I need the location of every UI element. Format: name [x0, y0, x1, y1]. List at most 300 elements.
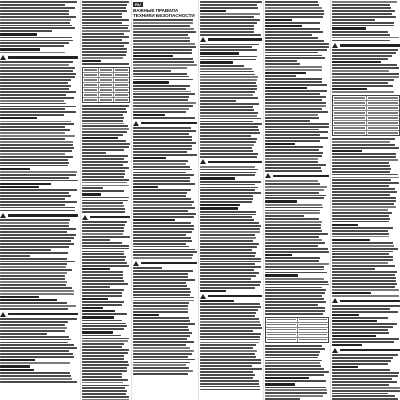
- text-line: [0, 150, 72, 152]
- text-line: [82, 143, 130, 145]
- text-line: [265, 161, 318, 163]
- text-line: [0, 296, 39, 298]
- text-line: [200, 195, 253, 197]
- text-line: [82, 1, 129, 3]
- text-line: [332, 393, 388, 395]
- warning-icon-row: [0, 312, 78, 317]
- text-line: [265, 298, 324, 300]
- text-line: [332, 369, 390, 371]
- table-cell: [333, 131, 367, 135]
- text-line: [265, 140, 320, 142]
- text-line: [133, 117, 195, 119]
- text-line: [200, 118, 261, 120]
- text-line: [265, 368, 324, 370]
- text-line: [332, 70, 389, 72]
- text-line: [0, 22, 70, 24]
- text-line: [0, 82, 68, 84]
- text-line: [133, 251, 197, 253]
- table-cell: [333, 111, 367, 115]
- text-line: [0, 369, 34, 371]
- text-line: [200, 263, 255, 265]
- text-line: [200, 147, 252, 149]
- text-line: [332, 280, 396, 282]
- text-line: [0, 33, 37, 35]
- text-line: [332, 262, 388, 264]
- text-line: [133, 308, 188, 310]
- text-line: [133, 19, 193, 21]
- text-line: [133, 243, 186, 245]
- text-line: [265, 49, 327, 51]
- text-line: [133, 136, 192, 138]
- text-line: [82, 248, 129, 250]
- text-line: [332, 357, 393, 359]
- text-line: [332, 390, 400, 392]
- text-line: [265, 22, 320, 24]
- warning-icon-row: [133, 261, 197, 266]
- text-line: [82, 352, 128, 354]
- text-line: [332, 61, 381, 63]
- text-line: [0, 123, 74, 125]
- text-line: [265, 200, 297, 202]
- text-line: [82, 22, 122, 24]
- text-line: [200, 306, 261, 308]
- text-line: [332, 13, 392, 15]
- text-line: [332, 314, 359, 316]
- text-line: [332, 31, 388, 33]
- text-line: [82, 268, 110, 270]
- table-cell: [298, 333, 329, 337]
- table-cell: [114, 78, 129, 82]
- text-line: [332, 88, 367, 90]
- text-line: [200, 380, 259, 382]
- text-line: [0, 365, 30, 367]
- text-line: [265, 186, 327, 188]
- text-line: [0, 284, 66, 286]
- text-line: [0, 263, 67, 265]
- column-right: [332, 0, 400, 400]
- text-line: [265, 210, 320, 212]
- text-line: [133, 356, 188, 358]
- text-line: [200, 169, 258, 171]
- text-line: [133, 157, 166, 159]
- text-line: [332, 156, 396, 158]
- table-cell: [298, 338, 329, 342]
- text-line: [265, 31, 323, 33]
- text-line: [200, 59, 256, 61]
- text-line: [0, 174, 76, 176]
- text-line: [200, 56, 257, 58]
- text-line: [332, 381, 397, 383]
- text-line: [200, 91, 255, 93]
- text-line: [200, 22, 257, 24]
- text-line: [0, 13, 69, 15]
- text-line: [332, 387, 400, 389]
- text-line: [200, 156, 257, 158]
- text-line: [133, 285, 187, 287]
- text-line: [332, 221, 389, 223]
- warning-icon-row: [332, 348, 400, 353]
- text-line: [133, 102, 196, 104]
- text-line: [200, 333, 261, 335]
- text-line: [208, 161, 262, 163]
- text-line: [82, 155, 128, 157]
- text-line: [332, 274, 395, 276]
- warning-icon-row: [332, 43, 400, 48]
- text-line: [0, 159, 68, 161]
- text-line: [332, 64, 397, 66]
- text-line: [82, 42, 129, 44]
- text-line: [265, 227, 321, 229]
- text-line: [332, 215, 389, 217]
- text-line: [332, 295, 399, 297]
- text-line: [265, 126, 329, 128]
- text-line: [82, 301, 124, 303]
- text-line: [265, 146, 323, 148]
- text-line: [0, 353, 73, 355]
- text-line: [82, 379, 128, 381]
- text-line: [82, 396, 129, 398]
- text-line: [133, 163, 186, 165]
- text-line: [200, 166, 255, 168]
- text-line: [265, 170, 322, 172]
- text-line: [265, 197, 324, 199]
- text-line: [0, 252, 68, 254]
- text-line: [82, 253, 124, 255]
- text-line: [133, 234, 186, 236]
- text-line: [0, 347, 77, 349]
- text-line: [0, 114, 64, 116]
- text-line: [332, 335, 376, 337]
- text-line: [332, 40, 390, 42]
- text-line: [0, 339, 71, 341]
- text-line: [133, 31, 196, 33]
- text-line: [332, 52, 396, 54]
- text-line: [133, 201, 194, 203]
- text-line: [0, 246, 69, 248]
- text-line: [332, 329, 388, 331]
- text-line: [82, 7, 126, 9]
- text-line: [265, 204, 322, 206]
- text-line: [265, 365, 321, 367]
- text-line: [200, 207, 238, 209]
- text-line: [133, 335, 190, 337]
- text-line: [133, 55, 173, 57]
- column-left-2: [82, 0, 130, 400]
- text-line: [265, 360, 322, 362]
- spec-table: [265, 317, 329, 343]
- text-line: [133, 174, 194, 176]
- text-line: [0, 240, 71, 242]
- text-line: [265, 189, 324, 191]
- text-line: [200, 258, 261, 260]
- text-line: [332, 7, 391, 9]
- text-line: [332, 259, 393, 261]
- text-line: [133, 329, 189, 331]
- table-cell: [114, 93, 129, 97]
- language-tag: RU: [135, 2, 141, 7]
- text-line: [0, 381, 77, 383]
- table-cell: [298, 318, 329, 322]
- text-line: [265, 81, 322, 83]
- text-line: [82, 45, 124, 47]
- text-line: [265, 307, 325, 309]
- text-line: [133, 344, 186, 346]
- text-line: [82, 10, 127, 12]
- text-line: [265, 63, 300, 65]
- text-line: [332, 292, 371, 294]
- text-line: [265, 281, 328, 283]
- warning-icon-row: [133, 121, 197, 126]
- table-row: [83, 98, 129, 102]
- text-line: [133, 133, 189, 135]
- text-line: [332, 179, 391, 181]
- text-line: [82, 227, 124, 229]
- text-line: [200, 237, 256, 239]
- column-russian-1: [133, 0, 197, 400]
- text-line: [332, 138, 395, 140]
- text-line: [200, 359, 261, 361]
- text-line: [265, 167, 321, 169]
- text-line: [332, 265, 395, 267]
- text-line: [82, 373, 122, 375]
- text-line: [0, 52, 65, 54]
- text-line: [133, 177, 190, 179]
- text-line: [82, 328, 124, 330]
- text-line: [133, 25, 190, 27]
- text-line: [200, 28, 254, 30]
- text-line: [0, 192, 69, 194]
- text-line: [200, 126, 258, 128]
- text-line: [0, 61, 73, 63]
- text-line: [82, 313, 127, 315]
- text-line: [265, 195, 326, 197]
- text-line: [141, 122, 197, 124]
- table-cell: [333, 121, 367, 125]
- text-line: [200, 344, 256, 346]
- text-line: [82, 33, 124, 35]
- text-line: [332, 200, 396, 202]
- text-line: [200, 327, 262, 329]
- text-line: [0, 372, 70, 374]
- text-line: [82, 376, 122, 378]
- text-line: [265, 87, 307, 89]
- text-line: [82, 170, 125, 172]
- text-line: [200, 371, 253, 373]
- text-line: [265, 221, 322, 223]
- text-line: [200, 192, 261, 194]
- text-line: [332, 326, 393, 328]
- text-line: [208, 295, 262, 297]
- text-line: [200, 214, 256, 216]
- text-line: [265, 292, 325, 294]
- text-line: [0, 275, 65, 277]
- text-line: [265, 245, 318, 247]
- text-line: [133, 64, 197, 66]
- text-line: [133, 273, 188, 275]
- text-line: [265, 102, 326, 104]
- text-line: [0, 198, 65, 200]
- text-line: [82, 173, 125, 175]
- text-line: [82, 298, 108, 300]
- text-line: [133, 70, 171, 72]
- text-line: [82, 190, 124, 192]
- text-line: [265, 46, 329, 48]
- table-cell: [333, 106, 367, 110]
- fold-line: [198, 0, 199, 400]
- text-line: [332, 191, 397, 193]
- table-cell: [83, 78, 99, 82]
- table-cell: [99, 68, 115, 72]
- text-line: [332, 27, 366, 29]
- text-line: [332, 91, 394, 93]
- text-line: [0, 121, 71, 123]
- text-line: [0, 269, 72, 271]
- text-line: [265, 57, 325, 59]
- text-line: [0, 27, 75, 29]
- text-line: [200, 339, 260, 341]
- text-line: [133, 151, 187, 153]
- text-line: [133, 91, 191, 93]
- text-line: [82, 245, 129, 247]
- text-line: [133, 76, 189, 78]
- text-line: [265, 52, 318, 54]
- text-line: [0, 342, 68, 344]
- text-line: [265, 380, 326, 382]
- text-line: [133, 222, 191, 224]
- text-line: [0, 37, 72, 39]
- text-line: [332, 58, 388, 60]
- text-line: [0, 237, 74, 239]
- text-line: [90, 216, 130, 218]
- text-line: [332, 150, 362, 152]
- text-line: [0, 228, 76, 230]
- text-line: [200, 204, 240, 206]
- text-line: [265, 313, 323, 315]
- table-cell: [266, 318, 298, 322]
- text-line: [133, 294, 190, 296]
- text-line: [0, 135, 75, 137]
- text-line: [200, 181, 261, 183]
- text-line: [0, 19, 71, 21]
- text-line: [265, 143, 295, 145]
- text-line: [82, 338, 129, 340]
- warning-icon-row: [200, 159, 262, 164]
- text-line: [265, 34, 312, 36]
- text-line: [82, 335, 121, 337]
- text-line: [0, 243, 74, 245]
- text-line: [332, 366, 358, 368]
- text-line: [133, 367, 189, 369]
- text-line: [332, 206, 396, 208]
- text-line: [133, 88, 186, 90]
- text-line: [0, 16, 76, 18]
- text-line: [0, 67, 75, 69]
- text-line: [200, 309, 258, 311]
- text-line: [133, 270, 193, 272]
- text-line: [82, 230, 124, 232]
- table-row: [333, 131, 399, 135]
- text-line: [0, 225, 69, 227]
- text-line: [133, 46, 196, 48]
- text-line: [82, 325, 127, 327]
- text-line: [200, 135, 251, 137]
- text-line: [332, 188, 395, 190]
- table-cell: [99, 98, 115, 102]
- text-line: [0, 126, 65, 128]
- text-line: [133, 219, 175, 221]
- text-line: [265, 357, 318, 359]
- text-line: [332, 268, 375, 270]
- text-line: [133, 183, 195, 185]
- text-line: [133, 192, 187, 194]
- column-russian-2: [200, 0, 262, 400]
- text-line: [133, 341, 194, 343]
- text-line: [0, 189, 77, 191]
- text-line: [0, 129, 70, 131]
- text-line: [265, 19, 292, 21]
- text-line: [332, 209, 388, 211]
- text-line: [0, 219, 70, 221]
- text-line: [200, 7, 258, 9]
- text-line: [82, 280, 124, 282]
- text-line: [0, 305, 76, 307]
- text-line: [332, 230, 388, 232]
- text-line: [82, 221, 127, 223]
- table-cell: [266, 328, 298, 332]
- text-line: [332, 286, 395, 288]
- text-line: [200, 4, 257, 6]
- text-line: [332, 395, 395, 397]
- text-line: [265, 242, 325, 244]
- text-line: [82, 187, 103, 189]
- text-line: [0, 327, 67, 329]
- text-line: [200, 19, 260, 21]
- text-line: [82, 167, 129, 169]
- text-line: [265, 117, 319, 119]
- text-line: [200, 350, 257, 352]
- text-line: [133, 139, 192, 141]
- text-line: [133, 240, 192, 242]
- text-line: [265, 295, 322, 297]
- text-line: [200, 115, 257, 117]
- text-line: [200, 362, 261, 364]
- text-line: [332, 332, 389, 334]
- text-line: [265, 274, 298, 276]
- text-line: [133, 49, 192, 51]
- text-line: [0, 333, 47, 335]
- text-line: [82, 63, 129, 65]
- text-line: [265, 374, 324, 376]
- text-line: [332, 16, 396, 18]
- text-line: [0, 64, 69, 66]
- text-line: [265, 371, 329, 373]
- text-line: [200, 172, 256, 174]
- text-line: [332, 224, 358, 226]
- spec-table: [332, 95, 400, 136]
- text-line: [265, 7, 322, 9]
- text-line: [0, 222, 69, 224]
- text-line: [82, 140, 126, 142]
- text-line: [200, 109, 254, 111]
- text-line: [200, 312, 256, 314]
- text-line: [200, 201, 252, 203]
- text-line: [82, 277, 123, 279]
- text-line: [200, 79, 257, 81]
- text-line: [332, 344, 362, 346]
- text-line: [200, 368, 262, 370]
- table-cell: [367, 121, 400, 125]
- text-line: [133, 314, 159, 316]
